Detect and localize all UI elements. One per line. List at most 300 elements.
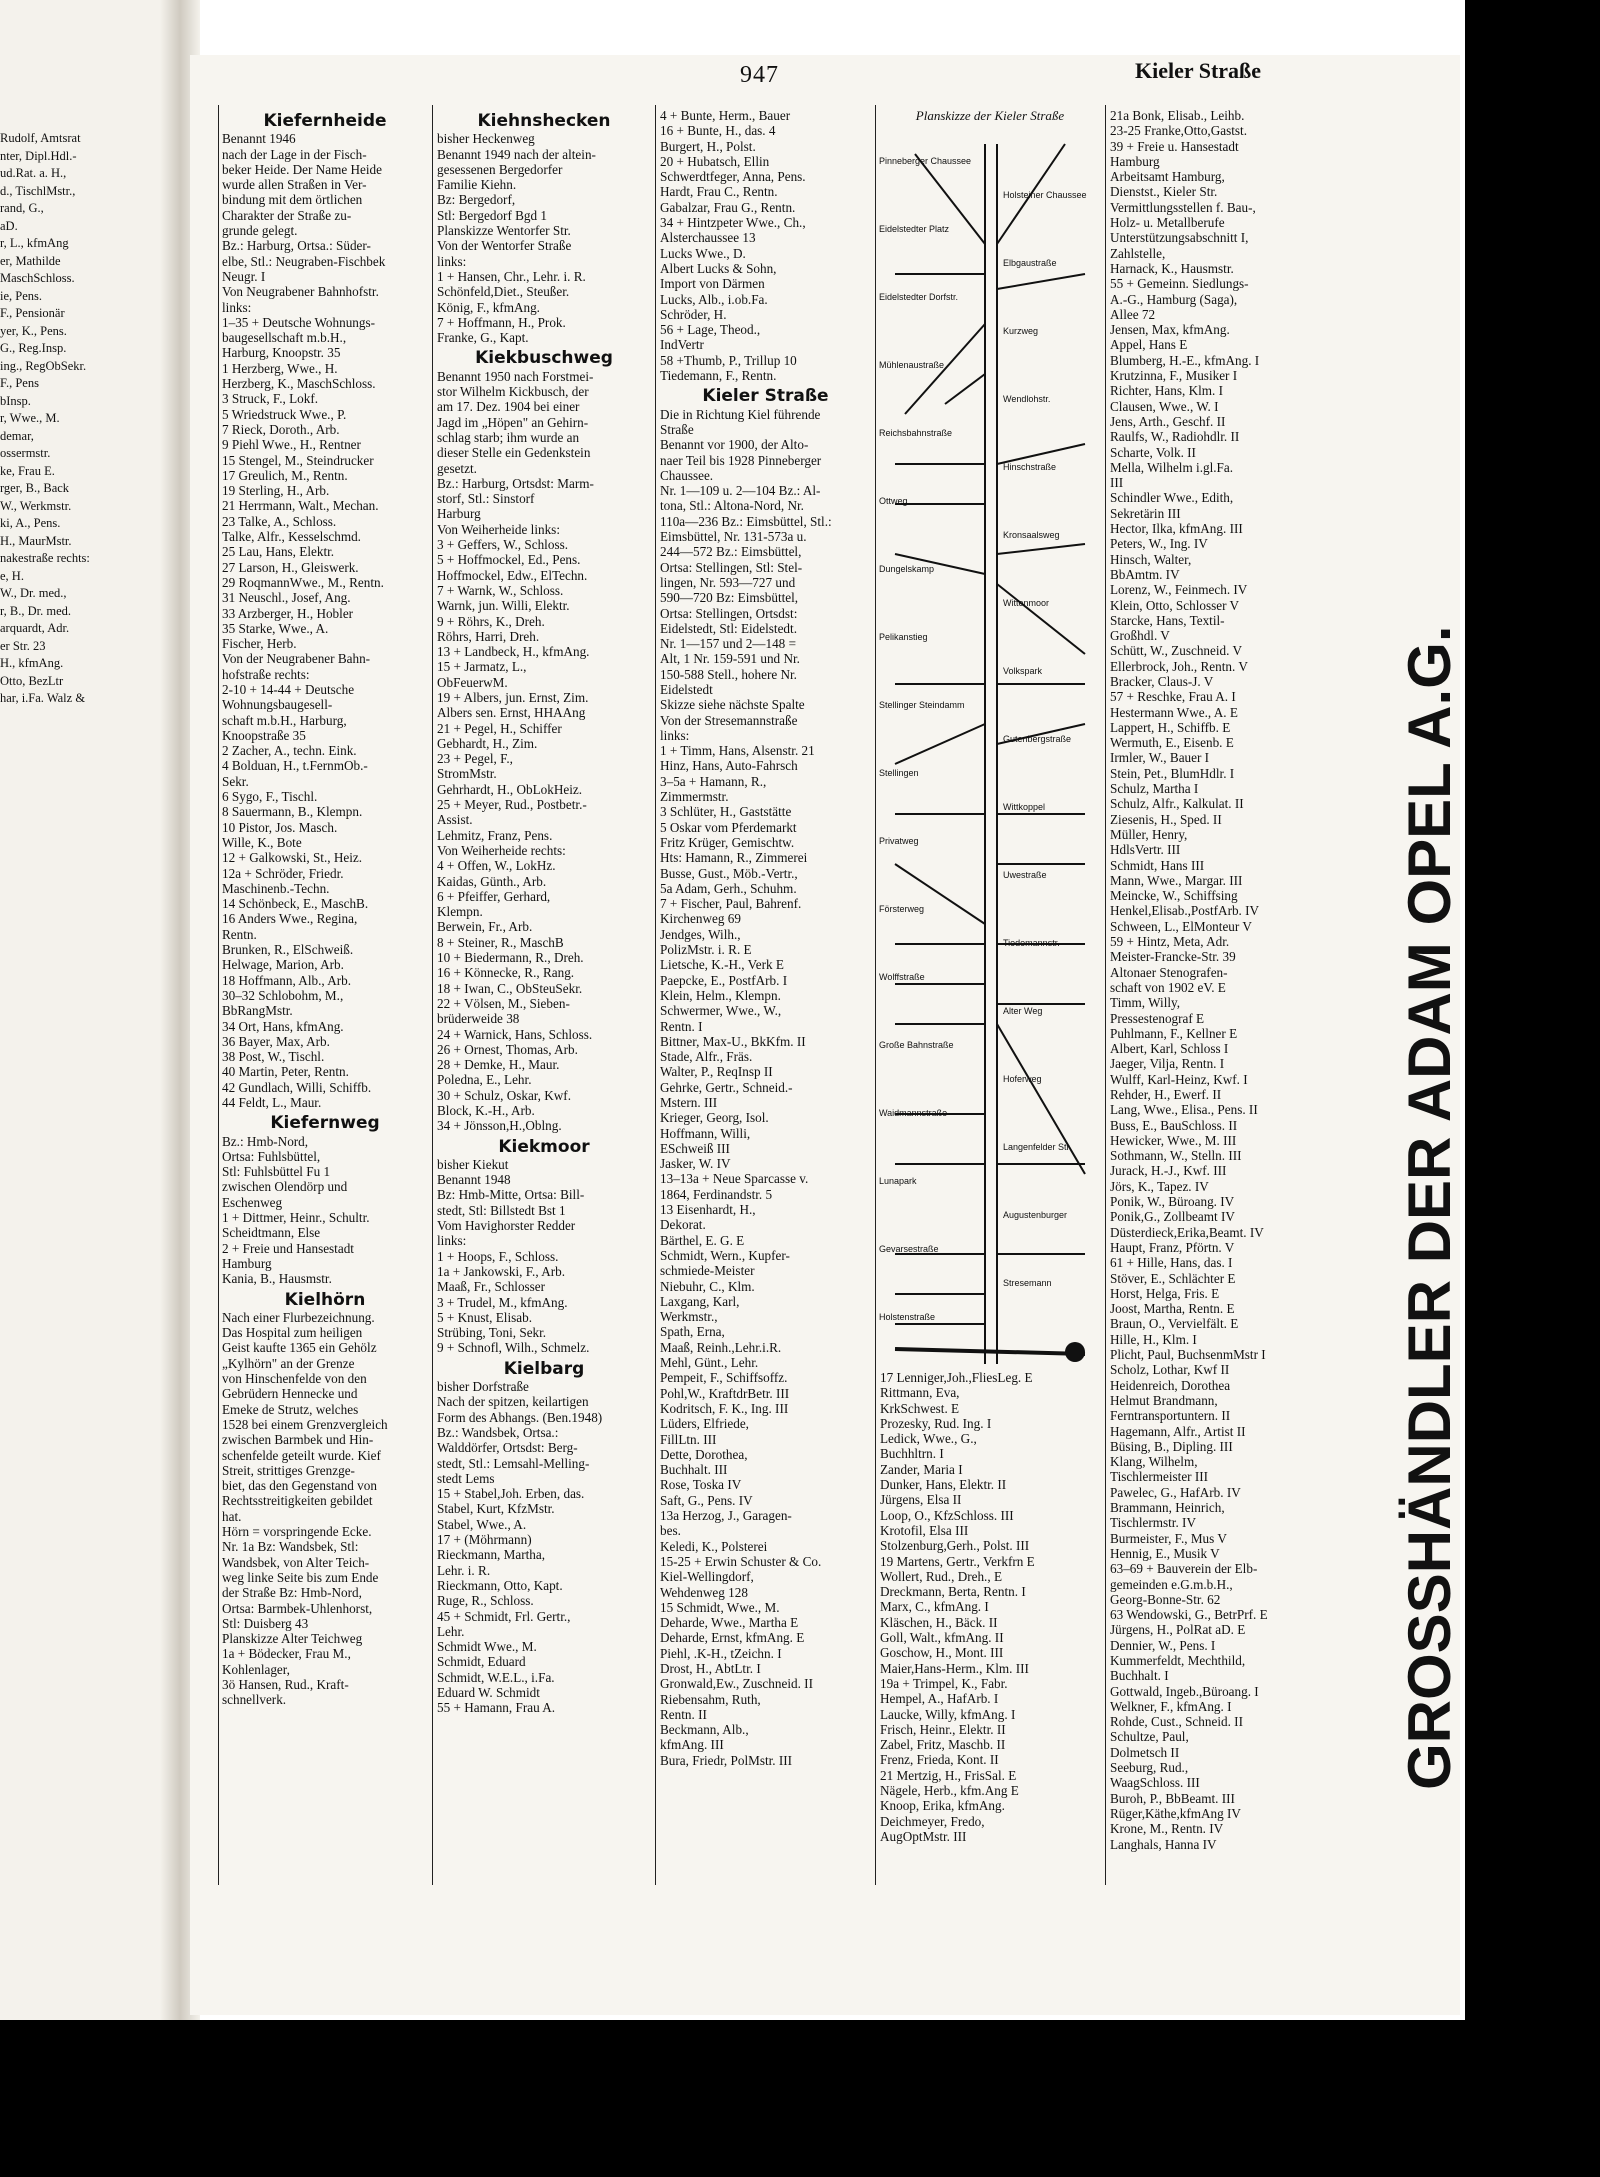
entry-line: Laucke, Willy, kfmAng. I bbox=[880, 1706, 1016, 1722]
entry-line: elbe, Stl.: Neugraben-Fischbek bbox=[222, 253, 386, 269]
entry-line: Langhals, Hanna IV bbox=[1110, 1836, 1217, 1852]
entry-line: 7 + Fischer, Paul, Bahrenf. bbox=[660, 896, 802, 912]
entry-line: Blumberg, H.-E., kfmAng. I bbox=[1110, 352, 1260, 368]
entry-line: Stein, Pet., BlumHdlr. I bbox=[1110, 765, 1235, 781]
entry-line: Eimsbüttel, Nr. 131-573a u. bbox=[660, 529, 807, 545]
entry-line: 26 + Ornest, Thomas, Arb. bbox=[437, 1041, 578, 1057]
entry-line: 3ö Hansen, Rud., Kraft- bbox=[222, 1676, 349, 1692]
map-street-label: Langenfelder Str. bbox=[1003, 1142, 1072, 1152]
entry-line: Jurack, H.-J., Kwf. III bbox=[1110, 1163, 1227, 1179]
entry-line: 4 + Offen, W., LokHz. bbox=[437, 858, 556, 874]
entry-line: Bz.: Harburg, Ortsa.: Süder- bbox=[222, 238, 371, 254]
entry-line: Knoop, Erika, kfmAng. bbox=[880, 1798, 1005, 1814]
entry-line: Stl: Fuhlsbüttel Fu 1 bbox=[222, 1164, 331, 1180]
page-number: 947 bbox=[740, 62, 779, 88]
entry-line: Starcke, Hans, Textil- bbox=[1110, 612, 1225, 628]
street-heading: Kielhörn bbox=[284, 1289, 366, 1310]
column-2 bbox=[437, 108, 651, 1716]
entry-line: hofstraße rechts: bbox=[222, 666, 310, 682]
entry-line: Niebuhr, C., Klm. bbox=[660, 1278, 755, 1294]
entry-line: Berwein, Fr., Arb. bbox=[437, 919, 533, 935]
entry-line: Seeburg, Rud., bbox=[1110, 1760, 1189, 1776]
entry-line: Kiel-Wellingdorf, bbox=[660, 1569, 754, 1585]
entry-line: stedt Lems bbox=[437, 1470, 495, 1486]
entry-line: Ellerbrock, Joh., Rentn. V bbox=[1110, 658, 1248, 674]
entry-line: 34 + Hintzpeter Wwe., Ch., bbox=[660, 215, 806, 231]
entry-line: Krone, M., Rentn. IV bbox=[1110, 1821, 1224, 1837]
entry-line: 30–32 Schlobohm, M., bbox=[222, 987, 344, 1003]
entry-line: Otto, BezLtr bbox=[0, 673, 64, 688]
entry-line: 13 Eisenhardt, H., bbox=[660, 1202, 756, 1218]
entry-line: Burmeister, F., Mus V bbox=[1110, 1530, 1227, 1546]
entry-line: MaschSchloss. bbox=[0, 271, 75, 285]
entry-line: 8 + Steiner, R., MaschB bbox=[437, 934, 564, 950]
entry-line: 34 + Jönsson,H.,Oblng. bbox=[437, 1118, 562, 1134]
entry-line: Schindler Wwe., Edith, bbox=[1110, 490, 1234, 506]
entry-line: Pempeit, F., Schiffsoffz. bbox=[660, 1370, 788, 1386]
entry-line: Wermuth, E., Eisenb. E bbox=[1110, 735, 1234, 751]
entry-line: Scholz, Lothar, Kwf II bbox=[1110, 1362, 1230, 1378]
street-map-svg bbox=[875, 124, 1105, 1374]
entry-line: Ledick, Wwe., G., bbox=[880, 1431, 977, 1447]
entry-line: Albert Lucks & Sohn, bbox=[660, 260, 777, 276]
entry-line: Walter, P., ReqInsp II bbox=[660, 1064, 773, 1080]
map-street-label: Wendlohstr. bbox=[1003, 394, 1051, 404]
entry-line: 1864, Ferdinandstr. 5 bbox=[660, 1186, 773, 1202]
entry-line: arquardt, Adr. bbox=[0, 621, 70, 635]
advertisement-band bbox=[1395, 140, 1465, 1840]
entry-line: ud.Rat. a. H., bbox=[0, 166, 67, 180]
entry-line: 5 + Knust, Elisab. bbox=[437, 1309, 532, 1325]
ad-text: GROSSHÄNDLER DER ADAM OPEL A.G. bbox=[1396, 625, 1463, 1790]
entry-line: IndVertr bbox=[660, 337, 704, 353]
map-street-label: Holstenstraße bbox=[879, 1312, 936, 1322]
entry-line: 1–35 + Deutsche Wohnungs- bbox=[222, 314, 376, 330]
map-street-label: Stellinger Steindamm bbox=[879, 700, 965, 710]
entry-line: von Hinschenfelde von den bbox=[222, 1371, 367, 1387]
entry-line: Buchhalt. I bbox=[1110, 1668, 1169, 1684]
entry-line: Jensen, Max, kfmAng. bbox=[1110, 322, 1230, 338]
entry-line: 17 Lenniger,Joh.,FliesLeg. E bbox=[880, 1370, 1033, 1385]
entry-line: Müller, Henry, bbox=[1110, 826, 1188, 842]
column-rule bbox=[655, 105, 656, 1885]
entry-line: Ruge, R., Schloss. bbox=[437, 1593, 534, 1609]
entry-line: Hector, Ilka, kfmAng. III bbox=[1110, 521, 1243, 537]
entry-line: Georg-Bonne-Str. 62 bbox=[1110, 1591, 1221, 1607]
entry-line: Pressestenograf E bbox=[1110, 1010, 1205, 1026]
entry-line: Nr. 1—109 u. 2—104 Bz.: Al- bbox=[660, 483, 821, 499]
entry-line: Meincke, W., Schiffsing bbox=[1110, 888, 1238, 904]
map-street-label: Waidmannstraße bbox=[879, 1108, 948, 1118]
entry-line: 15 Schmidt, Wwe., M. bbox=[660, 1599, 780, 1615]
entry-line: Franke, G., Kapt. bbox=[437, 330, 529, 346]
entry-line: Eduard W. Schmidt bbox=[437, 1684, 540, 1700]
entry-line: Von der Stresemannstraße bbox=[660, 712, 798, 728]
entry-line: kfmAng. III bbox=[660, 1737, 724, 1753]
entry-line: Fischer, Herb. bbox=[222, 636, 297, 652]
entry-line: 13 + Landbeck, H., kfmAng. bbox=[437, 644, 590, 660]
entry-line: Sothmann, W., Stelln. III bbox=[1110, 1148, 1242, 1164]
map-street-label: Wolffstraße bbox=[879, 972, 925, 982]
entry-line: Pawelec, G., HafArb. IV bbox=[1110, 1484, 1241, 1500]
entry-line: links: bbox=[660, 727, 690, 743]
entry-line: Rose, Toska IV bbox=[660, 1477, 742, 1493]
entry-line: Kläschen, H., Bäck. II bbox=[880, 1614, 998, 1630]
entry-line: Ziesenis, H., Sped. II bbox=[1110, 811, 1222, 827]
entry-line: 7 Rieck, Doroth., Arb. bbox=[222, 421, 340, 437]
entry-line: 23 Talke, A., Schloss. bbox=[222, 513, 337, 529]
entry-line: rand, G., bbox=[0, 201, 44, 215]
column-5 bbox=[1110, 108, 1395, 1852]
entry-line: Die in Richtung Kiel führende bbox=[660, 406, 821, 422]
entry-line: Wille, K., Bote bbox=[222, 834, 302, 850]
entry-line: stor Wilhelm Kickbusch, der bbox=[437, 384, 589, 400]
entry-line: Deharde, Wwe., Martha E bbox=[660, 1615, 799, 1631]
entry-line: Strübing, Toni, Sekr. bbox=[437, 1325, 547, 1341]
map-street-label: Augustenburger bbox=[1003, 1210, 1068, 1220]
entry-line: Gehrhardt, H., ObLokHeiz. bbox=[437, 781, 583, 797]
entry-line: Hewicker, Wwe., M. III bbox=[1110, 1132, 1237, 1148]
entry-line: Herzberg, K., MaschSchloss. bbox=[222, 376, 376, 392]
entry-line: Allee 72 bbox=[1110, 306, 1156, 322]
entry-line: W., Dr. med., bbox=[0, 586, 67, 600]
entry-line: 31 Neuschl., Josef, Ang. bbox=[222, 590, 351, 606]
entry-line: Dunker, Hans, Elektr. II bbox=[880, 1477, 1007, 1493]
entry-line: Streit, strittiges Grenzge- bbox=[222, 1462, 355, 1478]
entry-line: Rehder, H., Ewerf. II bbox=[1110, 1087, 1222, 1102]
entry-line: 33 Arzberger, H., Hobler bbox=[222, 605, 354, 621]
entry-line: Bracker, Claus-J. V bbox=[1110, 673, 1214, 689]
entry-line: Jörs, K., Tapez. IV bbox=[1110, 1178, 1209, 1194]
entry-line: links: bbox=[222, 299, 252, 315]
entry-line: Büsing, B., Dipling. III bbox=[1110, 1438, 1233, 1454]
entry-line: 16 + Könnecke, R., Rang. bbox=[437, 965, 575, 981]
entry-line: Deichmeyer, Fredo, bbox=[880, 1813, 985, 1829]
column-1 bbox=[222, 108, 428, 1708]
entry-line: Straße bbox=[660, 421, 694, 437]
entry-line: Gottwald, Ingeb.,Büroang. I bbox=[1110, 1683, 1259, 1699]
entry-line: Mehl, Günt., Lehr. bbox=[660, 1355, 759, 1371]
entry-line: Benannt 1950 nach Forstmei- bbox=[437, 368, 594, 384]
entry-line: Dreckmann, Berta, Rentn. I bbox=[880, 1584, 1026, 1600]
entry-line: Klang, Wilhelm, bbox=[1110, 1454, 1198, 1470]
entry-line: rger, B., Back bbox=[0, 481, 70, 495]
entry-line: Dekorat. bbox=[660, 1217, 706, 1233]
entry-line: wurde allen Straßen in Ver- bbox=[222, 177, 367, 193]
scan-border-right bbox=[1465, 0, 1600, 2177]
entry-line: 36 Bayer, Max, Arb. bbox=[222, 1033, 330, 1049]
entry-line: 1 + Hansen, Chr., Lehr. i. R. bbox=[437, 268, 586, 284]
entry-line: Vermittlungsstellen f. Bau-, bbox=[1110, 199, 1256, 215]
map-street-label: Holsteiner Chaussee bbox=[1003, 190, 1087, 200]
map-street-label: Mühlenaustraße bbox=[879, 360, 945, 370]
entry-line: Lorenz, W., Feinmech. IV bbox=[1110, 582, 1248, 598]
street-heading: Kieler Straße bbox=[702, 386, 829, 407]
entry-line: Clausen, Wwe., W. I bbox=[1110, 398, 1219, 414]
entry-line: Eidelstedt bbox=[660, 681, 713, 697]
entry-line: 63 Wendowski, G., BetrPrf. E bbox=[1110, 1607, 1268, 1623]
entry-line: nach der Lage in der Fisch- bbox=[222, 146, 367, 162]
entry-line: Von Neugrabener Bahnhofstr. bbox=[222, 284, 379, 300]
entry-line: Deharde, Ernst, kfmAng. E bbox=[660, 1630, 805, 1646]
entry-line: Lietsche, K.-H., Verk E bbox=[660, 957, 784, 973]
entry-line: Tiedemann, F., Rentn. bbox=[660, 368, 777, 384]
entry-line: Frenz, Frieda, Kont. II bbox=[880, 1752, 999, 1768]
column-rule bbox=[1105, 105, 1106, 1885]
entry-line: tona, Stl.: Altona-Nord, Nr. bbox=[660, 498, 804, 514]
entry-line: Ferntransportuntern. II bbox=[1110, 1408, 1231, 1424]
entry-line: Mella, Wilhelm i.gl.Fa. bbox=[1110, 459, 1234, 475]
entry-line: Sekr. bbox=[222, 773, 249, 789]
entry-line: Klempn. bbox=[437, 904, 483, 920]
map-street-label: Hoferweg bbox=[1003, 1074, 1042, 1084]
entry-line: Hennig, E., Musik V bbox=[1110, 1545, 1220, 1561]
entry-line: Bärthel, E. G. E bbox=[660, 1232, 745, 1248]
entry-line: Schmidt, Eduard bbox=[437, 1654, 526, 1670]
entry-line: Buchhalt. III bbox=[660, 1462, 728, 1478]
entry-line: 56 + Lage, Theod., bbox=[660, 322, 761, 338]
entry-line: Beckmann, Alb., bbox=[660, 1722, 749, 1738]
entry-line: Dienstst., Kieler Str. bbox=[1110, 184, 1218, 200]
entry-line: 40 Martin, Peter, Rentn. bbox=[222, 1064, 349, 1080]
column-rule bbox=[432, 105, 433, 1885]
entry-line: 1 + Timm, Hans, Alsenstr. 21 bbox=[660, 743, 815, 759]
entry-line: aD. bbox=[0, 218, 18, 233]
entry-line: Hinsch, Walter, bbox=[1110, 551, 1192, 567]
entry-line: StromMstr. bbox=[437, 766, 497, 782]
entry-line: BbRangMstr. bbox=[222, 1003, 293, 1019]
entry-line: der Straße Bz: Hmb-Nord, bbox=[222, 1585, 362, 1601]
entry-line: Import von Därmen bbox=[660, 276, 765, 292]
entry-line: Braun, O., Vervielfält. E bbox=[1110, 1316, 1239, 1332]
street-heading: Kiekbuschweg bbox=[475, 348, 613, 369]
entry-line: Richter, Hans, Klm. I bbox=[1110, 383, 1224, 399]
entry-line: Assist. bbox=[437, 812, 473, 828]
entry-line: 590—720 Bz: Eimsbüttel, bbox=[660, 590, 799, 606]
entry-line: Plicht, Paul, BuchsenmMstr I bbox=[1110, 1347, 1266, 1363]
entry-line: Walddörfer, Ortsdst: Berg- bbox=[437, 1440, 578, 1456]
entry-line: Benannt 1948 bbox=[437, 1172, 511, 1188]
entry-line: Fritz Krüger, Gemischtw. bbox=[660, 834, 795, 850]
entry-line: Von Weiherheide rechts: bbox=[437, 842, 566, 858]
entry-line: Burgert, H., Polst. bbox=[660, 138, 756, 154]
entry-line: ESchweiß III bbox=[660, 1140, 730, 1156]
entry-line: Helmut Brandmann, bbox=[1110, 1392, 1218, 1408]
entry-line: 1 + Dittmer, Heinr., Schultr. bbox=[222, 1210, 370, 1226]
entry-line: Wollert, Rud., Dreh., E bbox=[880, 1568, 1002, 1584]
map-street-label: Kurzweg bbox=[1003, 326, 1039, 336]
map-street-label: Reichsbahnstraße bbox=[879, 428, 953, 438]
entry-line: 6 Sygo, F., Tischl. bbox=[222, 789, 318, 805]
entry-line: Skizze siehe nächste Spalte bbox=[660, 697, 805, 713]
entry-line: Form des Abhangs. (Ben.1948) bbox=[437, 1409, 603, 1425]
entry-line: 2 Zacher, A., techn. Eink. bbox=[222, 743, 357, 759]
entry-line: gesessenen Bergedorfer bbox=[437, 161, 563, 177]
map-title: Planskizze der Kieler Straße bbox=[915, 108, 1065, 123]
entry-line: 3 + Geffers, W., Schloss. bbox=[437, 537, 569, 553]
entry-line: Altonaer Stenografen- bbox=[1110, 964, 1228, 980]
entry-line: 15-25 + Erwin Schuster & Co. bbox=[660, 1553, 822, 1569]
entry-line: 15 + Jarmatz, L., bbox=[437, 659, 527, 675]
entry-line: Geist kaufte 1365 ein Gehölz bbox=[222, 1340, 377, 1356]
entry-line: Dette, Dorothea, bbox=[660, 1446, 748, 1462]
entry-line: 13–13a + Neue Sparcasse v. bbox=[660, 1171, 809, 1187]
entry-line: Harburg, Knoopstr. 35 bbox=[222, 345, 341, 361]
column-3 bbox=[660, 108, 871, 1768]
entry-line: 28 + Demke, H., Maur. bbox=[437, 1057, 560, 1073]
entry-line: Bittner, Max-U., BkKfm. II bbox=[660, 1033, 806, 1049]
entry-line: Gronwald,Ew., Zuschneid. II bbox=[660, 1676, 813, 1692]
entry-line: 13a Herzog, J., Garagen- bbox=[660, 1508, 792, 1524]
entry-line: Zabel, Fritz, Maschb. II bbox=[880, 1737, 1006, 1753]
entry-line: bindung mit dem örtlichen bbox=[222, 192, 363, 208]
entry-line: 55 + Hamann, Frau A. bbox=[437, 1700, 556, 1716]
street-heading: Kielbarg bbox=[503, 1358, 585, 1379]
entry-line: 4 Bolduan, H., t.FernmOb.- bbox=[222, 758, 368, 774]
entry-line: Buss, E., BauSchloss. II bbox=[1110, 1117, 1238, 1133]
entry-line: Gebhardt, H., Zim. bbox=[437, 735, 538, 751]
entry-line: Kaidas, Günth., Arb. bbox=[437, 873, 547, 889]
entry-line: Scheidtmann, Else bbox=[222, 1225, 321, 1241]
entry-line: Klein, Otto, Schlosser V bbox=[1110, 597, 1240, 613]
entry-line: 23-25 Franke,Otto,Gastst. bbox=[1110, 123, 1247, 139]
entry-line: Kodritsch, F. K., Ing. III bbox=[660, 1400, 789, 1416]
entry-line: 21a Bonk, Elisab., Leihb. bbox=[1110, 108, 1245, 123]
entry-line: baugesellschaft m.b.H., bbox=[222, 330, 347, 346]
entry-line: 8 Sauermann, B., Klempn. bbox=[222, 804, 363, 820]
entry-line: Timm, Willy, bbox=[1110, 995, 1181, 1011]
entry-line: Kummerfeldt, Mechthild, bbox=[1110, 1652, 1246, 1668]
entry-line: 3 Struck, F., Lokf. bbox=[222, 391, 319, 407]
entry-line: Nach der spitzen, keilartigen bbox=[437, 1394, 589, 1410]
map-street-label: Elbgaustraße bbox=[1003, 258, 1057, 268]
entry-line: Maschinenb.-Techn. bbox=[222, 880, 330, 896]
entry-line: Heidenreich, Dorothea bbox=[1110, 1377, 1231, 1393]
entry-line: Vom Havighorster Redder bbox=[437, 1218, 576, 1234]
entry-line: 12 + Galkowski, St., Heiz. bbox=[222, 850, 363, 866]
entry-line: Rieckmann, Otto, Kapt. bbox=[437, 1577, 563, 1593]
entry-line: Ponik, W., Büroang. IV bbox=[1110, 1194, 1235, 1210]
entry-line: Busse, Gust., Möb.-Vertr., bbox=[660, 865, 798, 881]
entry-line: 6 + Pfeiffer, Gerhard, bbox=[437, 888, 551, 904]
entry-line: Appel, Hans E bbox=[1110, 337, 1188, 353]
entry-line: Sekretärin III bbox=[1110, 505, 1181, 521]
entry-line: ing., RegObSekr. bbox=[0, 358, 87, 373]
entry-line: ke, Frau E. bbox=[0, 463, 55, 478]
entry-line: 1528 bei einem Grenzvergleich bbox=[222, 1416, 388, 1432]
column-rule bbox=[218, 105, 219, 1885]
entry-line: 110a—236 Bz.: Eimsbüttel, Stl.: bbox=[660, 513, 832, 529]
s-bahn-icon bbox=[1065, 1342, 1085, 1362]
street-plan-sketch bbox=[875, 108, 1105, 1378]
entry-line: Benannt 1949 nach der altein- bbox=[437, 146, 596, 162]
map-street-label: Stresemann bbox=[1003, 1278, 1052, 1288]
entry-line: Rentn. bbox=[222, 926, 257, 942]
entry-line: Lucks, Alb., i.ob.Fa. bbox=[660, 291, 768, 307]
entry-line: Goll, Walt., kfmAng. II bbox=[880, 1630, 1004, 1646]
entry-line: e, H. bbox=[0, 568, 24, 583]
entry-line: 39 + Freie u. Hansestadt bbox=[1110, 138, 1239, 154]
entry-line: Krotofil, Elsa III bbox=[880, 1522, 969, 1538]
entry-line: 59 + Hintz, Meta, Adr. bbox=[1110, 934, 1230, 950]
entry-line: Puhlmann, F., Kellner E bbox=[1110, 1025, 1238, 1041]
entry-line: 25 Lau, Hans, Elektr. bbox=[222, 544, 335, 560]
entry-line: 19 + Albers, jun. Ernst, Zim. bbox=[437, 689, 589, 705]
entry-line: 24 + Warnick, Hans, Schloss. bbox=[437, 1026, 593, 1042]
entry-line: Rudolf, Amtsrat bbox=[0, 131, 81, 145]
entry-line: Rechtsstreitigkeiten gebildet bbox=[222, 1493, 373, 1509]
entry-line: 18 + Iwan, C., ObSteuSekr. bbox=[437, 980, 583, 996]
entry-line: Drost, H., AbtLtr. I bbox=[660, 1660, 761, 1676]
entry-line: ossermstr. bbox=[0, 446, 51, 460]
map-street-label: Försterweg bbox=[879, 904, 925, 914]
entry-line: 1 + Hoops, F., Schloss. bbox=[437, 1248, 559, 1264]
entry-line: Rohde, Cust., Schneid. II bbox=[1110, 1714, 1243, 1730]
entry-line: FillLtn. III bbox=[660, 1431, 717, 1447]
entry-line: 55 + Gemeinn. Siedlungs- bbox=[1110, 276, 1249, 292]
entry-line: III bbox=[1110, 475, 1124, 491]
entry-line: Tischlermeister III bbox=[1110, 1469, 1209, 1485]
entry-line: Lappert, H., Schiffb. E bbox=[1110, 719, 1231, 735]
entry-line: Hinz, Hans, Auto-Fahrsch bbox=[660, 758, 798, 774]
entry-line: Poledna, E., Lehr. bbox=[437, 1072, 532, 1088]
entry-line: Albers sen. Ernst, HHAAng bbox=[437, 705, 586, 721]
map-street-label: Stellingen bbox=[879, 768, 919, 778]
entry-line: „Kylhörn" an der Grenze bbox=[222, 1355, 355, 1371]
entry-line: 9 + Röhrs, K., Dreh. bbox=[437, 613, 545, 629]
map-street-label: Wittenmoor bbox=[1003, 598, 1050, 608]
entry-line: Emeke de Strutz, welches bbox=[222, 1401, 359, 1417]
entry-line: Warnk, jun. Willi, Elektr. bbox=[437, 598, 570, 614]
entry-line: 18 Hoffmann, Alb., Arb. bbox=[222, 972, 352, 988]
entry-line: ie, Pens. bbox=[0, 288, 43, 303]
entry-line: Lucks Wwe., D. bbox=[660, 245, 746, 261]
entry-line: Schulz, Martha I bbox=[1110, 781, 1199, 797]
entry-line: Wandsbek, von Alter Teich- bbox=[222, 1554, 370, 1570]
entry-line: ki, A., Pens. bbox=[0, 516, 61, 530]
entry-line: Chaussee. bbox=[660, 467, 714, 483]
entry-line: Prozesky, Rud. Ing. I bbox=[880, 1415, 992, 1431]
entry-line: biet, das den Gegenstand von bbox=[222, 1478, 377, 1494]
entry-line: Hille, H., Klm. I bbox=[1110, 1331, 1197, 1347]
entry-line: Bz.: Wandsbek, Ortsa.: bbox=[437, 1424, 559, 1440]
map-street-label: Gutenbergstraße bbox=[1003, 734, 1072, 744]
entry-line: 25 + Meyer, Rud., Postbetr.- bbox=[437, 797, 587, 813]
entry-line: Jürgens, H., PolRat aD. E bbox=[1110, 1622, 1246, 1638]
entry-line: Henkel,Elisab.,PostfArb. IV bbox=[1110, 903, 1260, 919]
entry-line: Wehdenweg 128 bbox=[660, 1584, 748, 1600]
entry-line: naer Teil bis 1928 Pinneberger bbox=[660, 452, 822, 468]
entry-line: gemeinden e.G.m.b.H., bbox=[1110, 1576, 1233, 1592]
map-street-label: Eidelstedter Platz bbox=[879, 224, 950, 234]
entry-line: 5a Adam, Gerh., Schuhm. bbox=[660, 880, 797, 896]
entry-line: Hoffmockel, Edw., ElTechn. bbox=[437, 567, 588, 583]
entry-line: 5 Wriedstruck Wwe., P. bbox=[222, 406, 347, 422]
map-street-label: Eidelstedter Dorfstr. bbox=[879, 292, 959, 302]
entry-line: Mstern. III bbox=[660, 1095, 718, 1110]
entry-line: zwischen Olendörp und bbox=[222, 1179, 348, 1195]
map-street-label: Große Bahnstraße bbox=[879, 1040, 954, 1050]
entry-line: Werkmstr., bbox=[660, 1309, 718, 1325]
entry-line: Block, K.-H., Arb. bbox=[437, 1103, 535, 1118]
entry-line: 22 + Völsen, M., Sieben- bbox=[437, 995, 570, 1011]
entry-line: Klein, Helm., Klempn. bbox=[660, 987, 781, 1003]
entry-line: Nach einer Flurbezeichnung. bbox=[222, 1309, 375, 1325]
entry-line: Loop, O., KfzSchloss. III bbox=[880, 1507, 1014, 1523]
entry-line: Schmidt, Hans III bbox=[1110, 857, 1205, 873]
entry-line: Ortsa: Barmbek-Uhlenhorst, bbox=[222, 1600, 373, 1616]
entry-line: Rentn. II bbox=[660, 1706, 707, 1722]
